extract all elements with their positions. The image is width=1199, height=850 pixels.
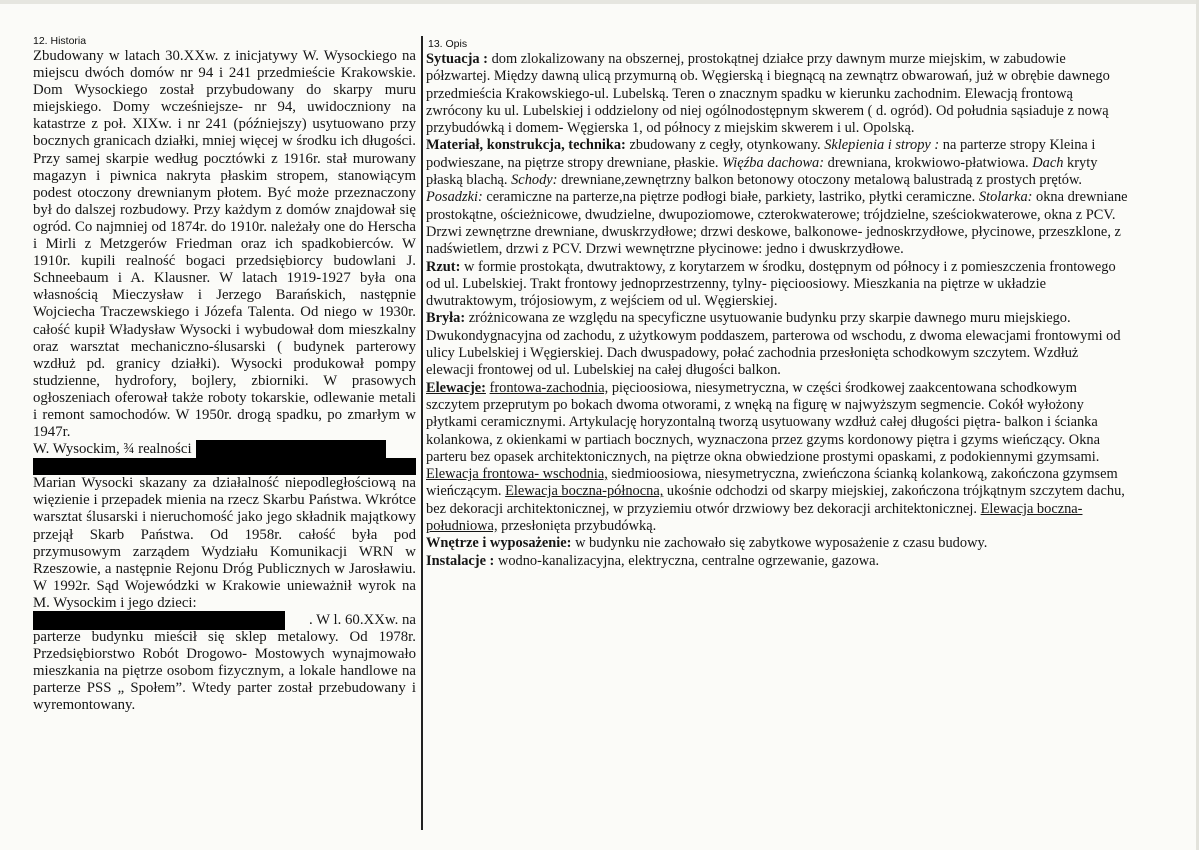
history-column — [33, 48, 416, 715]
elewacje-label — [426, 380, 486, 396]
history-paragraph-2: Marian Wysocki skazany za działalność niepodległościową na więzienie i przepadek mienia na rzecz Skarbu Państwa. Wkrótce warsztat ślusarski i nieruchomość jako jego składnik majątkowy przejął Skarb Państwa. Od 1958r. całość była pod przymusowym zarządem Wydziału Komunikacji WRN w Rzeszowie, a następnie Rejonu Dróg Publicznych w Jarosławiu. W 1992r. Sąd Wojewódzki w Krakowie unieważnił wyrok na M. Wysockim i jego dzieci: — [33, 475, 416, 611]
elewacje-text: przesłonięta przybudówką. — [497, 518, 657, 535]
material-text: na parterze stropy Kleina i podwieszane, na piętrze stropy drewniane, płaskie. — [426, 137, 1096, 171]
sytuacja-text: dom zlokalizowany na obszernej, prostokątnej działce przy dawnym murze miejskim, w zabudowie półzwartej. Między dawną ulicą przymurną ob. Węgierską i biegnącą na zewnątrz obwarowań, już w obrębie dawnego przedmieścia Krakowskiego-ul. Lubelską. Teren o znacznym spadku w kierunku zachodnim. Elewacją frontową zwrócony ku ul. Lubelskiej i oddzielony od niej ogólnodostępnym skwerem ( d. ogród). Od południa sąsiaduje z nową przybudówką i domem- Węgierska 1, od północy z miejskim skwerem i ul. Opolską. — [426, 51, 1110, 137]
description-material — [426, 137, 1129, 258]
elewacje-text: pięcioosiowa, niesymetryczna, w części środkowej zaakcentowana schodkowym szczytem przeprutym po bokach dwoma otworami, z wnęką na figurę w najwyższym segmencie. Cokół wyłożony płytkami ceramicznymi. Artykulację horyzontalną tworzą usytuowany wzdłuż całej długości piętra- balkon i ścianka kolankowa, z okienkami w partiach bocznych, wyznaczona przez gzyms kordonowy piętra i gzyms wieńczący. Okna parteru bez opasek architektonicznych, na piętrze okna obwiedzione prostymi opaskami, z podokiennymi gzymsami. — [426, 379, 1100, 465]
section-heading-history: 12. Historia — [33, 35, 87, 47]
material-subheading: Schody: — [511, 172, 558, 189]
instalacje-label: Instalacje : — [426, 552, 495, 569]
elewacja-subheading: frontowa-zachodnia, — [489, 379, 609, 396]
material-subheading: Dach — [1032, 154, 1064, 171]
elewacja-subheading: Elewacja boczna-południowa, — [426, 500, 1083, 535]
description-instalacje — [426, 553, 1129, 570]
redaction-bar — [33, 611, 285, 630]
bryla-text: zróżnicowana ze względu na specyficzne usytuowanie budynku przy skarpie dawnego muru miejskiego. Dwukondygnacyjna od zachodu, z użytkowym poddaszem, parterowa od wschodu, z dwoma elewacjami frontowymi od ulicy Lubelskiej i Węgierskiej. Dach dwuspadowy, połać zachodnia przesłonięta schodkowym szczytem. Wzdłuż elewacji frontowej od ul. Lubelskiej na całej długości balkon. — [426, 310, 1121, 379]
description-rzut — [426, 259, 1129, 311]
material-text: zbudowany z cegły, otynkowany. — [625, 137, 825, 154]
rzut-text: w formie prostokąta, dwutraktowy, z korytarzem w środku, dostępnym od północy i z pomieszczenia frontowego od ul. Lubelskiej. Trakt frontowy jednoprzestrzenny, tylny- pięcioosiowy. Mieszkania na piętrze w układzie dwutraktowym, trójosiowym, z wejściem od ul. Węgierskiej. — [426, 258, 1116, 310]
scan-edge-top — [0, 0, 1199, 4]
description-wnetrze — [426, 535, 1129, 552]
history-paragraph-3: parterze budynku mieścił się sklep metalowy. Od 1978r. Przedsiębiorstwo Robót Drogowo- Mostowych wynajmowało mieszkania na piętrze osobom fizycznym, a lokale handlowe na parterze PSS „ Społem”. Wtedy parter został przebudowany i wyremontowany. — [33, 629, 416, 714]
wnetrze-label: Wnętrze i wyposażenie: — [426, 535, 572, 552]
description-column — [426, 51, 1129, 570]
material-text: drewniana, krokwiowo-płatwiowa. — [824, 154, 1033, 171]
column-divider — [421, 36, 423, 830]
elewacja-subheading: Elewacja frontowa- wschodnia, — [426, 466, 608, 483]
material-subheading: Stolarka: — [978, 189, 1033, 206]
bryla-label: Bryła: — [426, 310, 466, 327]
material-text: ceramiczne na parterze,na piętrze podłogi białe, parkiety, lastriko, płytki ceramiczne. — [482, 189, 979, 206]
material-subheading: Więźba dachowa: — [722, 154, 825, 171]
description-bryla — [426, 310, 1129, 379]
material-subheading: Sklepienia i stropy : — [824, 137, 940, 154]
material-label: Materiał, konstrukcja, technika: — [426, 137, 626, 154]
material-text: kryty płaską blachą. — [426, 154, 1098, 189]
sytuacja-label: Sytuacja : — [426, 51, 488, 67]
redacted-line-2 — [33, 612, 416, 629]
section-heading-description: 13. Opis — [428, 38, 468, 50]
instalacje-text: wodno-kanalizacyjna, elektryczna, centralne ogrzewanie, gazowa. — [494, 552, 880, 569]
redacted-line-1 — [33, 441, 416, 458]
history-paragraph-1: Zbudowany w latach 30.XXw. z inicjatywy W. Wysockiego na miejscu dwóch domów nr 94 i 241 przedmieście Krakowskie. Dom Wysockiego został przybudowany do skarpy muru miejskiego. Domy wcześniejsze- nr 94, uwidoczniony na katastrze z poł. XIXw. i nr 241 (późniejszy) usytuowano przy bocznych granicach działki, mniej więcej w środku ich długości. Przy samej skarpie według pocztówki z 1916r. stał murowany magazyn i piwnica nakryta płaskim stropem, stanowiącym podest otoczony drewnianym płotem. Być może przeznaczony był do dalszej rozbudowy. Przy każdym z domów znajdował się ogród. Co najmniej od 1874r. do 1910r. należały one do Herscha i Mirli z Metzgerów Friedman oraz ich spadkobierców. W 1910r. kupili realność bogaci przedsiębiorcy budowlani J. Schneebaum i A. Klausner. W latach 1919-1927 była ona własnością Mieczysław i Jerzego Barańskich, następnie Wojciecha Traczewskiego i Józefa Talenta. Od niego w 1930r. całość kupił Władysław Wysocki i wybudował dom mieszkalny oraz warsztat mechaniczno-ślusarski ( budynek parterowy wzdłuż pd. granicy działki). Wysocki produkował pompy studzienne, hydrofory, bojlery, zbiorniki. W prasowych ogłoszeniach oferował także roboty tokarskie, odlewanie metali i remont samochodów. W 1950r. drogą spadku, po zmarłym w 1947r. — [33, 48, 416, 441]
elewacje-label-text: Elewacje: — [426, 379, 486, 396]
elewacje-text: ukośnie odchodzi od skarpy miejskiej, zakończona trójkątnym szczytem dachu, bez dekoracji architektonicznej, w przyziemiu otwór drzwiowy bez dekoracji architektonicznej. — [426, 483, 1125, 517]
history-redact-suffix: . W l. 60.XXw. na — [309, 612, 416, 628]
description-sytuacja — [426, 51, 1129, 137]
material-subheading: Posadzki: — [426, 189, 483, 206]
elewacje-text: siedmioosiowa, niesymetryczna, zwieńczona ścianką kolankową, zakończona gzymsem wieńczącym. — [426, 466, 1118, 500]
elewacja-subheading: Elewacja boczna-północna, — [505, 483, 664, 500]
material-text: drewniane,zewnętrzny balkon betonowy otoczony metalową balustradą z prostych prętów. — [557, 172, 1083, 189]
description-elewacje — [426, 380, 1129, 536]
history-redact-prefix: W. Wysockim, ¾ realności — [33, 441, 192, 458]
material-text: okna drewniane prostokątne, ościeżnicowe, dwudzielne, dwupoziomowe, czterokwaterowe; trójdzielne, sześciokwaterowe, okna z PCV. Drzwi zewnętrzne drewniane, dwuskrzydłowe; drzwi deskowe, balkonowe- jednoskrzydłowe, płycinowe, przeszklone, z nadświetlem, drzwi z PCV. Drzwi wewnętrzne płycinowe: jedno i dwuskrzydłowe. — [426, 189, 1128, 258]
redaction-bar — [196, 440, 386, 460]
redaction-block — [33, 458, 416, 475]
wnetrze-text: w budynku nie zachowało się zabytkowe wyposażenie z czasu budowy. — [571, 535, 988, 552]
rzut-label: Rzut: — [426, 258, 461, 275]
